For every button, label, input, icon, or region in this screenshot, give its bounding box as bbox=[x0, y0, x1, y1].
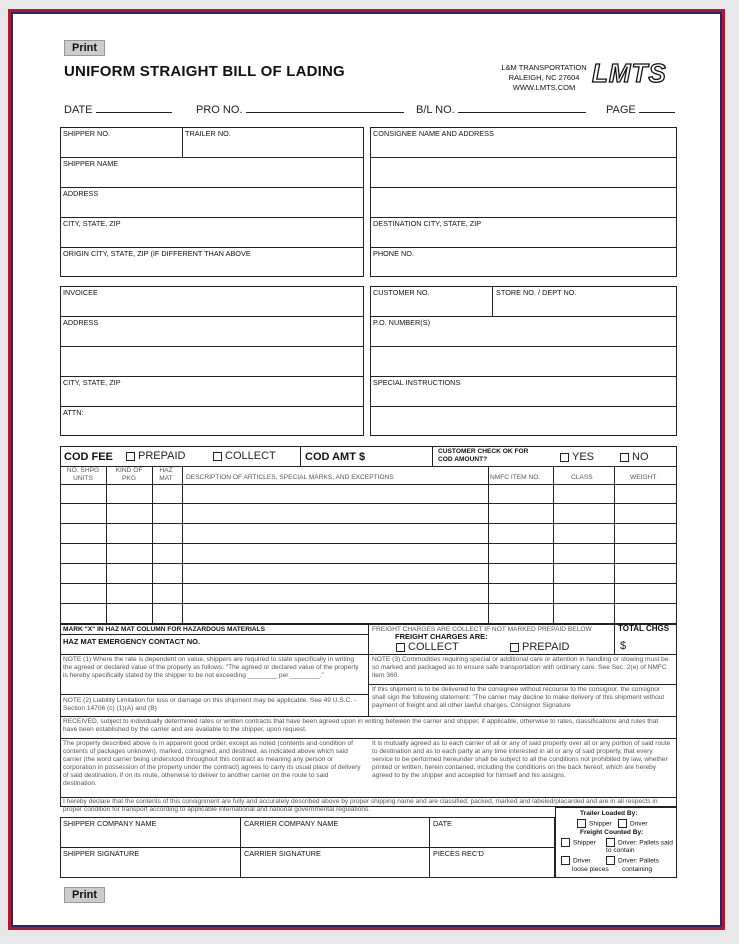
lmts-logo: LMTS bbox=[592, 58, 667, 88]
checkbox[interactable] bbox=[561, 856, 570, 865]
counted-driver-option[interactable] bbox=[561, 856, 591, 865]
freight-counted-label: Freight Counted By: bbox=[580, 829, 644, 836]
table-row[interactable] bbox=[60, 583, 677, 584]
yes-label: YES bbox=[572, 451, 595, 463]
divider bbox=[60, 406, 364, 407]
checkbox[interactable] bbox=[606, 856, 615, 865]
bl-no-label: B/L NO. bbox=[416, 104, 455, 116]
consignee-name-field[interactable]: CONSIGNEE NAME AND ADDRESS bbox=[373, 129, 494, 138]
store-no-field[interactable]: STORE NO. / DEPT NO. bbox=[496, 288, 577, 297]
loaded-driver-option[interactable] bbox=[618, 819, 648, 828]
company-name: L&M TRANSPORTATION bbox=[501, 63, 587, 72]
checkbox[interactable] bbox=[618, 819, 627, 828]
table-row[interactable] bbox=[60, 603, 677, 604]
col-no-units: NO. SHPG UNITS bbox=[66, 467, 100, 482]
counted-shipper-label: Shipper bbox=[573, 839, 596, 847]
divider bbox=[60, 738, 677, 739]
invoicee-city-field[interactable]: CITY, STATE, ZIP bbox=[63, 378, 121, 387]
total-chgs-label: TOTAL CHGS bbox=[618, 624, 670, 633]
loaded-shipper-label: Shipper bbox=[589, 820, 612, 828]
divider bbox=[488, 466, 489, 624]
col-class: CLASS bbox=[571, 474, 593, 481]
date-line bbox=[96, 103, 172, 113]
counted-shipper-option[interactable] bbox=[561, 838, 596, 847]
shipper-signature-field[interactable]: SHIPPER SIGNATURE bbox=[63, 849, 140, 858]
counted-driver-pallets2-option[interactable] bbox=[606, 856, 659, 865]
destination-field[interactable]: DESTINATION CITY, STATE, ZIP bbox=[373, 219, 482, 228]
trailer-loaded-label: Trailer Loaded By: bbox=[580, 810, 638, 817]
cod-collect-option[interactable] bbox=[213, 450, 276, 462]
pro-no-line bbox=[246, 103, 404, 113]
freight-collect-label: COLLECT bbox=[408, 641, 459, 653]
company-info bbox=[496, 63, 592, 93]
driver-pallets2-label: Driver: Pallets bbox=[618, 857, 660, 865]
carrier-signature-field[interactable]: CARRIER SIGNATURE bbox=[244, 849, 321, 858]
divider bbox=[614, 466, 615, 624]
table-row[interactable] bbox=[60, 543, 677, 544]
special-instructions-field[interactable]: SPECIAL INSTRUCTIONS bbox=[373, 378, 461, 387]
divider bbox=[60, 187, 364, 188]
cod-prepaid-option[interactable] bbox=[126, 450, 185, 462]
divider bbox=[60, 716, 677, 717]
divider bbox=[60, 346, 364, 347]
divider bbox=[370, 376, 677, 377]
cod-collect-label: COLLECT bbox=[225, 450, 276, 462]
counted-driver-pallets-option[interactable] bbox=[606, 838, 674, 855]
bl-no-field[interactable] bbox=[416, 103, 586, 116]
divider bbox=[370, 247, 677, 248]
checkbox[interactable] bbox=[620, 453, 629, 462]
freight-collect-note: FREIGHT CHARGES ARE COLLECT IF NOT MARKED PREPAID BELOW bbox=[372, 626, 592, 633]
divider bbox=[492, 286, 493, 316]
po-number-field[interactable]: P.O. NUMBER(S) bbox=[373, 318, 431, 327]
checkbox[interactable] bbox=[510, 643, 519, 652]
divider bbox=[60, 847, 555, 848]
divider bbox=[182, 127, 183, 157]
checkbox[interactable] bbox=[577, 819, 586, 828]
divider bbox=[300, 446, 301, 466]
attn-field[interactable]: ATTN: bbox=[63, 408, 84, 417]
divider bbox=[60, 634, 368, 635]
divider bbox=[182, 466, 183, 624]
loaded-driver-label: Driver bbox=[630, 820, 648, 828]
divider bbox=[60, 157, 364, 158]
haz-contact-field[interactable]: HAZ MAT EMERGENCY CONTACT NO. bbox=[63, 637, 201, 646]
shipper-company-field[interactable]: SHIPPER COMPANY NAME bbox=[63, 819, 157, 828]
note-3: NOTE (3) Commodities requiring special or additional care or attention in handling or stowing must be so marked and packaged as to ensure safe transportation with ordinary care. See Sec. 2(e) of NMFC item 360. bbox=[372, 656, 669, 679]
haz-mark-note: MARK "X" IN HAZ MAT COLUMN FOR HAZARDOUS MATERIALS bbox=[63, 626, 265, 633]
checkbox[interactable] bbox=[396, 643, 405, 652]
containing-label: containing bbox=[622, 866, 653, 873]
col-nmfc: NMFC ITEM NO. bbox=[490, 474, 541, 481]
divider bbox=[370, 187, 677, 188]
cod-fee-label: COD FEE bbox=[64, 451, 113, 463]
carrier-company-field[interactable]: CARRIER COMPANY NAME bbox=[244, 819, 339, 828]
bl-no-line bbox=[458, 103, 586, 113]
col-description: DESCRIPTION OF ARTICLES, SPECIAL MARKS, AND EXCEPTIONS bbox=[186, 474, 394, 481]
origin-field[interactable]: ORIGIN CITY, STATE, ZIP (IF DIFFERENT THAN ABOVE bbox=[63, 249, 251, 258]
divider bbox=[614, 624, 615, 654]
col-weight: WEIGHT bbox=[630, 474, 657, 481]
declaration-clause: I hereby declare that the contents of this consignment are fully and accurately described above by proper shipping name and are classified, packed, marked and labeled/placarded and are in all respects in proper condition for transport according to applicable international and national governmental regulations. bbox=[63, 798, 658, 813]
divider bbox=[60, 694, 368, 695]
freight-prepaid-option[interactable] bbox=[510, 641, 569, 653]
col-haz-mat: HAZ MAT bbox=[159, 467, 173, 482]
divider bbox=[432, 446, 433, 466]
page-field[interactable] bbox=[606, 103, 675, 116]
divider bbox=[370, 316, 677, 317]
loose-pieces-label: loose pieces bbox=[572, 866, 609, 873]
recourse-statement: If this shipment is to be delivered to the consignee without recourse to the consignor, the consignor shall sign the following statement: "The carrier may decline to make delivery of this shipment without payment of freight and all other lawful charges. Consignor Signature bbox=[372, 686, 665, 709]
freight-charges-label: FREIGHT CHARGES ARE: bbox=[395, 632, 488, 641]
divider bbox=[60, 376, 364, 377]
date-label: DATE bbox=[64, 104, 93, 116]
company-website: WWW.LMTS.COM bbox=[512, 83, 576, 92]
divider bbox=[368, 684, 677, 685]
shipper-no-field[interactable]: SHIPPER NO. bbox=[63, 129, 111, 138]
page-line bbox=[639, 103, 675, 113]
divider bbox=[370, 157, 677, 158]
divider bbox=[152, 466, 153, 624]
divider bbox=[368, 624, 369, 716]
pro-no-label: PRO NO. bbox=[196, 104, 243, 116]
sign-date-field[interactable]: DATE bbox=[433, 819, 452, 828]
shipper-address-field[interactable]: ADDRESS bbox=[63, 189, 99, 198]
page-label: PAGE bbox=[606, 104, 636, 116]
divider bbox=[370, 346, 677, 347]
divider bbox=[60, 247, 364, 248]
divider bbox=[370, 406, 677, 407]
property-clause: The property described above is in apparent good order, except as noted (contents and condition of contents of packages unknown), marked, consigned, and destined, as indicated above which said carrier (the word carrier being understood throughout this contract as meaning any person or corporation in possession of the property under the contract) agrees to carry its usual place of delivery of said destination, if on its route, otherwise to deliver to another carrier on the route to said destination. bbox=[63, 740, 361, 787]
check-ok-question: CUSTOMER CHECK OK FOR COD AMOUNT? bbox=[438, 448, 529, 463]
loaded-shipper-option[interactable] bbox=[577, 819, 612, 828]
company-city: RALEIGH, NC 27604 bbox=[508, 73, 580, 82]
driver-label: Driver bbox=[573, 857, 591, 865]
col-kind-pkg: KIND OF PKG bbox=[115, 467, 143, 482]
customer-block bbox=[370, 286, 677, 436]
cod-prepaid-label: PREPAID bbox=[138, 450, 186, 462]
check-ok-yes[interactable] bbox=[560, 451, 594, 463]
driver-pallets-label: Driver: Pallets said to contain bbox=[606, 839, 673, 855]
trailer-no-field[interactable]: TRAILER NO. bbox=[185, 129, 231, 138]
phone-field[interactable]: PHONE NO. bbox=[373, 249, 414, 258]
invoicee-block bbox=[60, 286, 364, 436]
no-label: NO bbox=[632, 451, 649, 463]
pieces-recd-field[interactable]: PIECES REC'D bbox=[433, 849, 484, 858]
divider bbox=[106, 466, 107, 624]
check-ok-no[interactable] bbox=[620, 451, 649, 463]
freight-prepaid-label: PREPAID bbox=[522, 641, 570, 653]
divider bbox=[60, 654, 677, 655]
divider bbox=[553, 466, 554, 624]
divider bbox=[370, 217, 677, 218]
checkbox[interactable] bbox=[606, 838, 615, 847]
freight-collect-option[interactable] bbox=[396, 641, 459, 653]
shipper-name-field[interactable]: SHIPPER NAME bbox=[63, 159, 119, 168]
checkbox[interactable] bbox=[126, 452, 135, 461]
date-field[interactable] bbox=[64, 103, 172, 116]
checkbox[interactable] bbox=[561, 838, 570, 847]
table-row[interactable] bbox=[60, 563, 677, 564]
invoicee-field[interactable]: INVOICEE bbox=[63, 288, 98, 297]
note-2: NOTE (2) Liability Limitation for loss or damage on this shipment may be applicable. See 49 U.S.C. - Section 14706 (c) (1)(A) and (B) bbox=[63, 697, 357, 712]
table-row[interactable] bbox=[60, 523, 677, 524]
invoicee-address-field[interactable]: ADDRESS bbox=[63, 318, 99, 327]
checkbox[interactable] bbox=[560, 453, 569, 462]
print-button-bottom[interactable]: Print bbox=[64, 887, 105, 903]
divider bbox=[60, 316, 364, 317]
table-row[interactable] bbox=[60, 503, 677, 504]
divider bbox=[60, 217, 364, 218]
customer-no-field[interactable]: CUSTOMER NO. bbox=[373, 288, 430, 297]
consignee-block bbox=[370, 127, 677, 277]
shipper-city-field[interactable]: CITY, STATE, ZIP bbox=[63, 219, 121, 228]
total-chgs-field[interactable]: $ bbox=[620, 640, 627, 652]
print-button-top[interactable]: Print bbox=[64, 40, 105, 56]
received-clause: RECEIVED, subject to individually determined rates or written contracts that have been agreed upon in writing between the carrier and shipper, if applicable, otherwise to rates, classifications and rules that have been established by the carrier and are available to the shipper, upon request. bbox=[63, 718, 659, 733]
pro-no-field[interactable] bbox=[196, 103, 404, 116]
cod-amount-field[interactable]: COD AMT $ bbox=[305, 451, 366, 463]
form-title: UNIFORM STRAIGHT BILL OF LADING bbox=[64, 63, 345, 80]
agreement-clause: It is mutually agreed as to each carrier of all or any of said property over all or any portion of said route to destination and as to each party at any time interested in all or any of said property, that every service to be performed hereunder shall be subject to all the conditions not prohibited by law, whether printed or written, herein contained, including the conditions on the back hereof, which are hereby agreed to by the shipper and accepted for himself and his assigns. bbox=[372, 740, 671, 779]
checkbox[interactable] bbox=[213, 452, 222, 461]
note-1: NOTE (1) Where the rate is dependent on value, shippers are required to state specifically in writing the agreed or declared value of the property as follows: "The agreed or declared value of the property is hereby specifically stated by the shipper to be not exceeding ________ per ________." bbox=[63, 656, 359, 679]
